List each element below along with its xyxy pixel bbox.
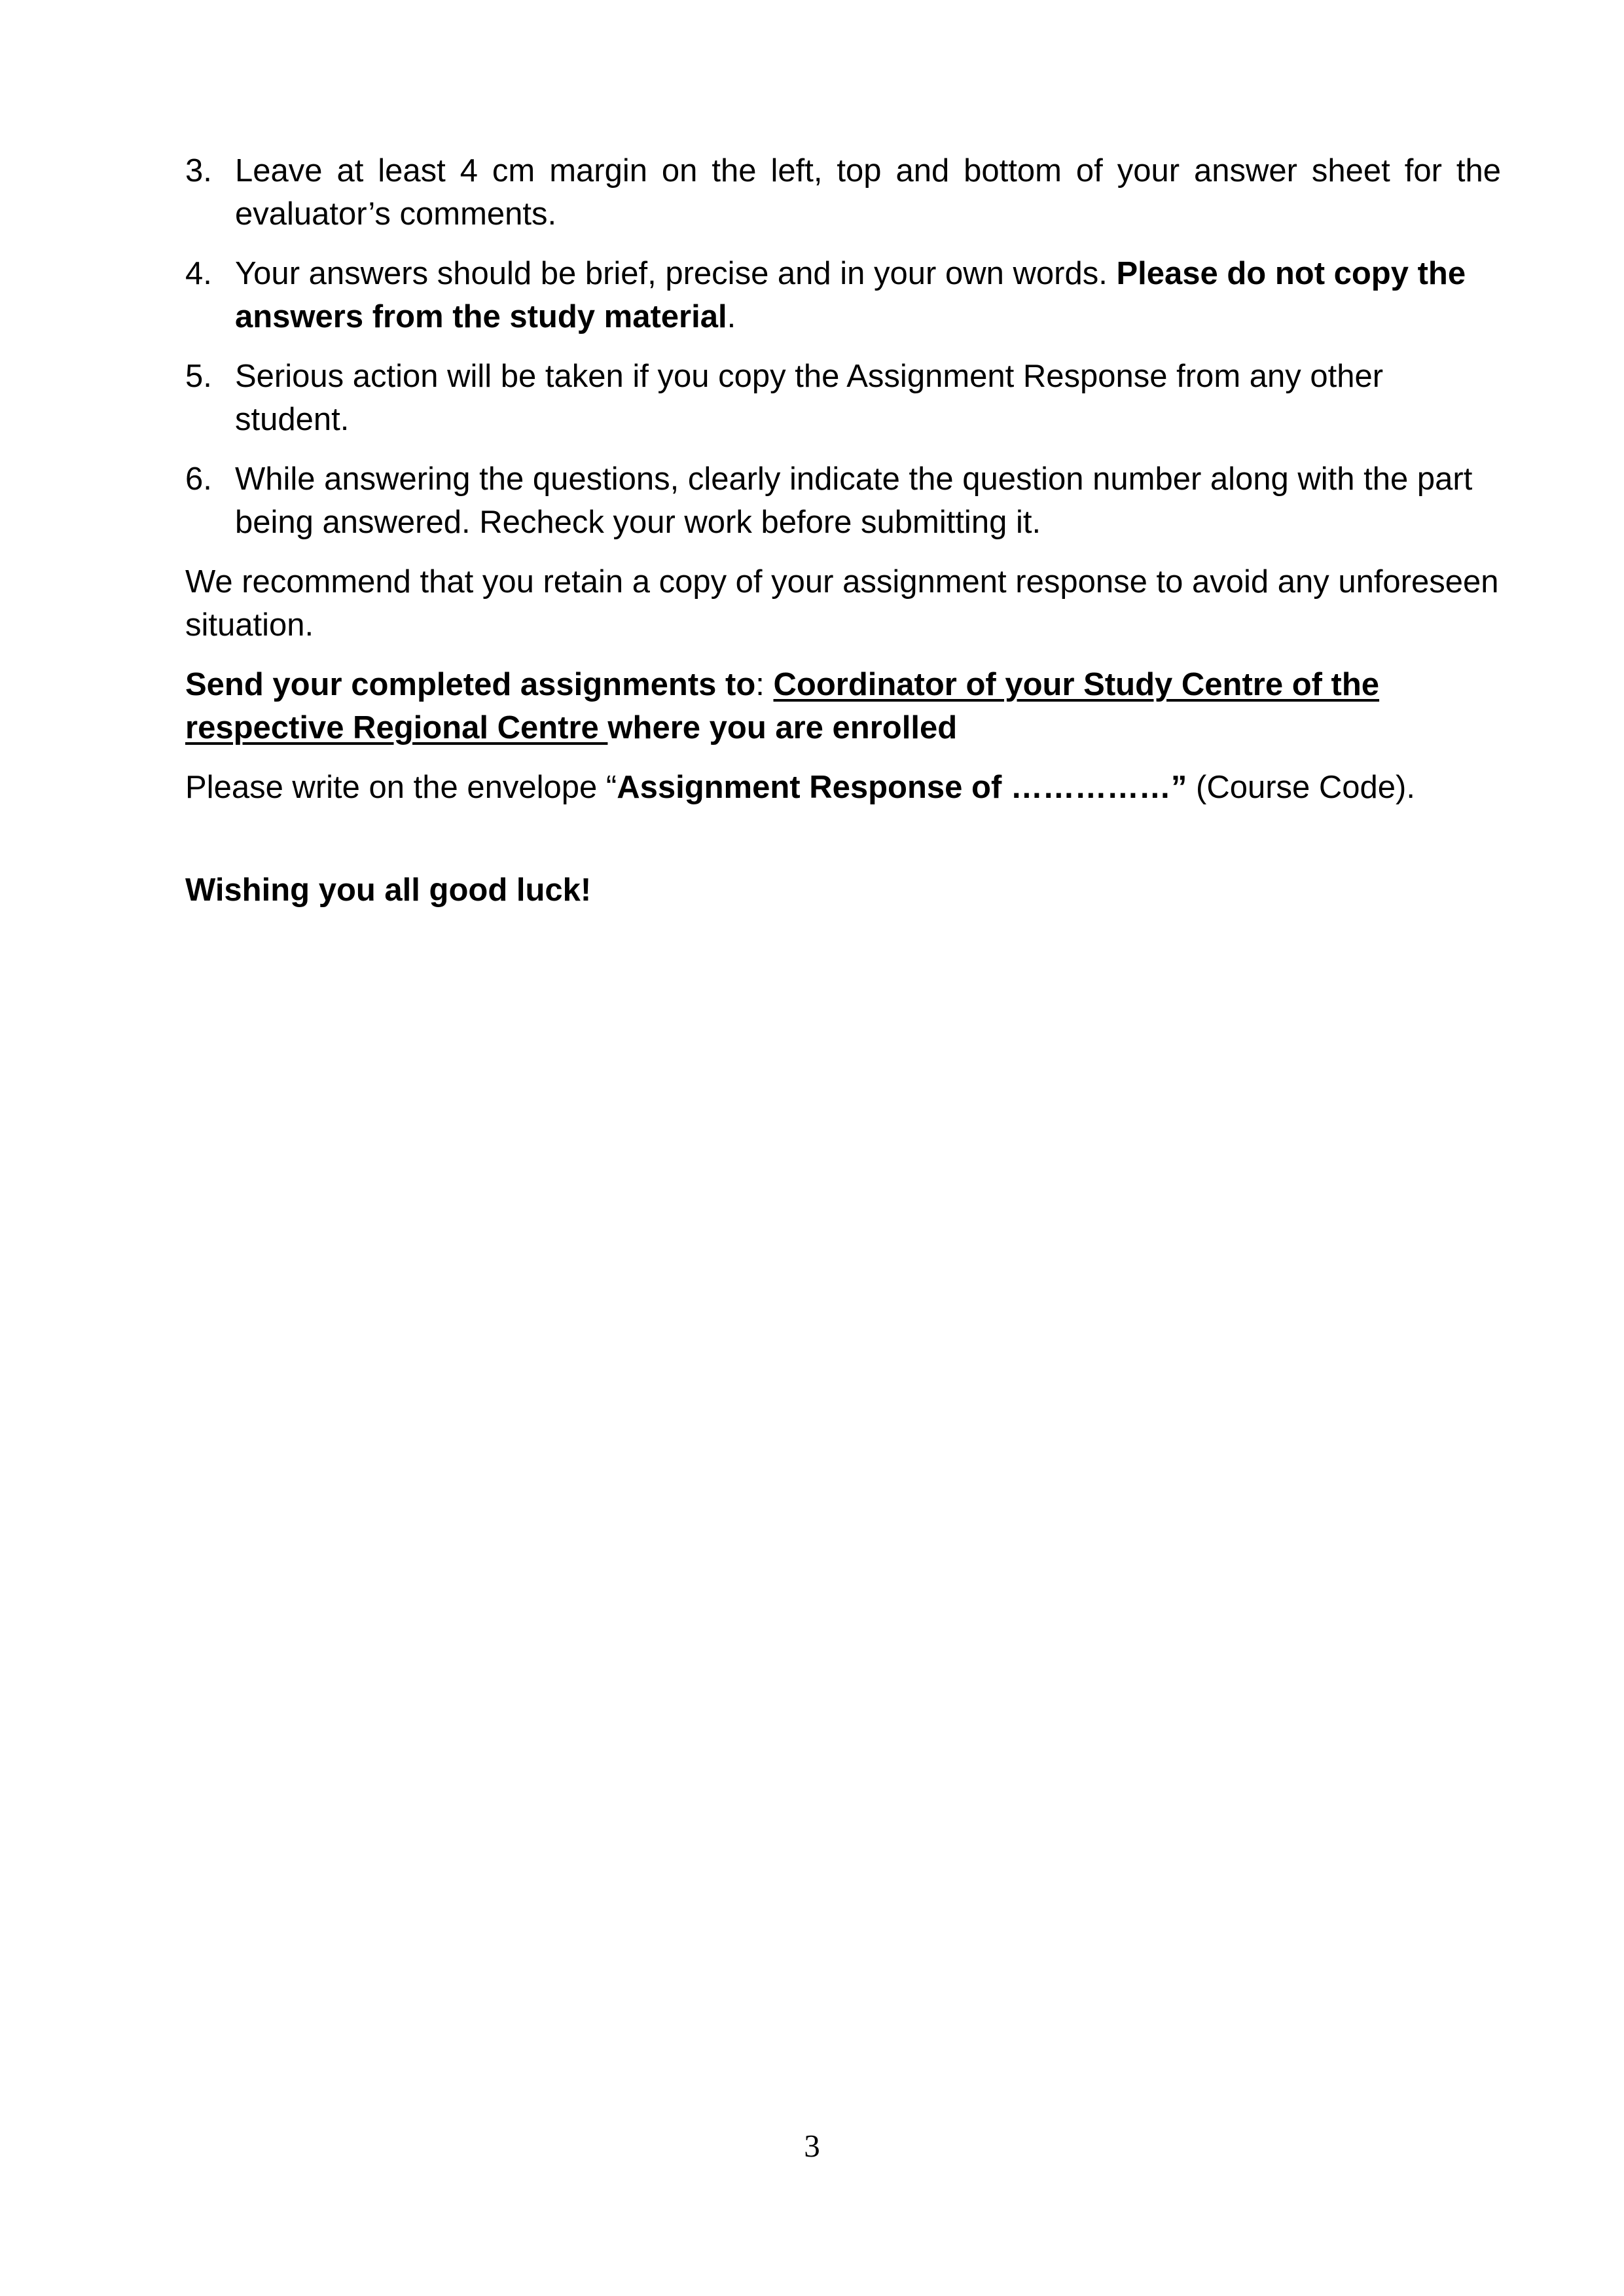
spacer: [185, 825, 1501, 869]
instruction-item-6: [185, 457, 1501, 544]
send-to-recipient: Coordinator of your Study Centre of the respective Regional Centre: [185, 667, 1380, 745]
envelope-bold: Assignment Response of ……………”: [617, 770, 1187, 805]
instruction-list: [185, 149, 1501, 544]
item-number: 5.: [185, 359, 212, 394]
item-number: 6.: [185, 461, 212, 497]
send-to-label: Send your completed assignments to: [185, 667, 756, 702]
item-text: Serious action will be taken if you copy the Assignment Response from any other student.: [235, 359, 1384, 437]
item-text: Your answers should be brief, precise and in your own words.: [235, 256, 1117, 291]
send-to-recipient-tail: where you are enrolled: [607, 710, 958, 745]
instruction-item-5: [185, 355, 1501, 441]
envelope-suffix: (Course Code).: [1187, 770, 1415, 805]
envelope-paragraph: [185, 766, 1501, 809]
item-number: 4.: [185, 256, 212, 291]
envelope-prefix: Please write on the envelope “: [185, 770, 617, 805]
page-number: 3: [804, 2128, 820, 2164]
instruction-item-4: [185, 252, 1501, 338]
item-number: 3.: [185, 153, 212, 188]
item-text: While answering the questions, clearly indicate the question number along with the part being answered. Recheck your work before submitting it.: [235, 461, 1473, 540]
page-content: [185, 149, 1501, 928]
item-trailing: .: [727, 299, 736, 334]
closing-line: Wishing you all good luck!: [185, 872, 592, 908]
recommendation-paragraph: We recommend that you retain a copy of your assignment response to avoid any unforeseen situation.: [185, 564, 1499, 643]
send-to-separator: :: [755, 667, 774, 702]
item-emphasis: Please do not copy the answers from the study material: [235, 256, 1466, 334]
instruction-item-3: [185, 149, 1501, 236]
send-to-paragraph: [185, 663, 1501, 749]
item-text: Leave at least 4 cm margin on the left, top and bottom of your answer sheet for the evaluator’s comments.: [235, 153, 1501, 232]
